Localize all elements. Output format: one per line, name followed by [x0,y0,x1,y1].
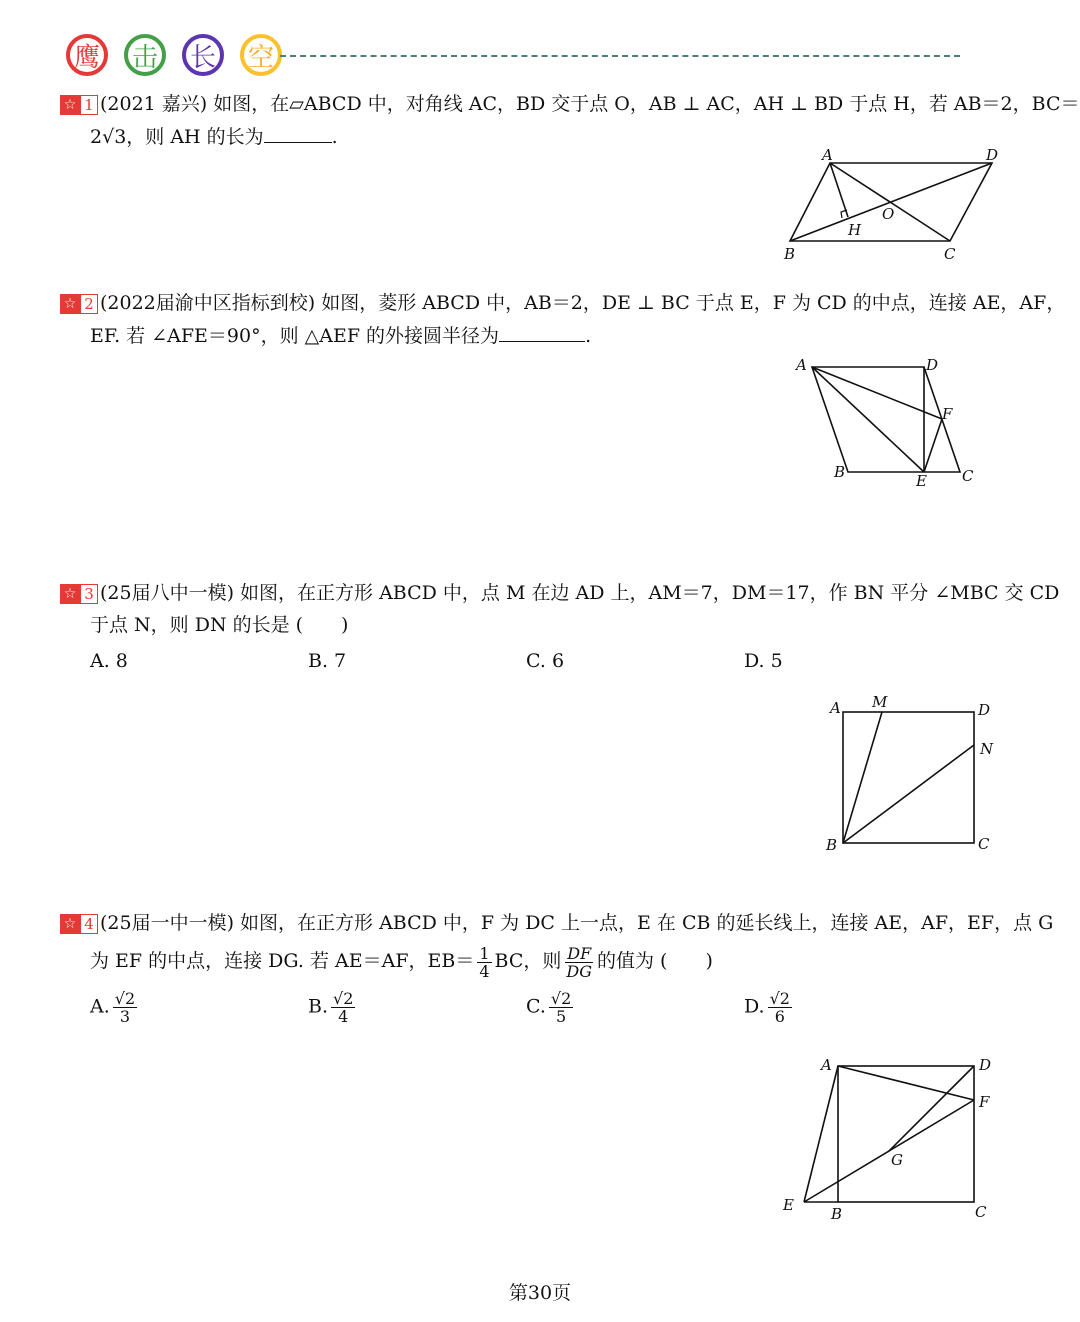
q3-label-n: N [980,740,994,758]
q2-line1 [60,290,1065,316]
q4-option-c-num: √2 [550,989,572,1008]
q1-figure [780,145,1010,265]
q3-line1 [60,580,1059,606]
q1-label-d: D [986,146,999,164]
q1-text1: (2021 嘉兴) 如图，在▱ABCD 中，对角线 AC，BD 交于点 O，AB ⊥ AC，AH ⊥ BD 于点 H，若 AB＝2，BC＝ [100,93,1080,115]
q4-option-c[interactable] [526,990,576,1025]
q2-label-f: F [942,405,953,423]
q3-label-c: C [978,835,990,853]
q4-text2b: BC，则 [494,950,562,972]
q2-figure [790,355,980,495]
q4-option-d-letter: D. [744,995,765,1018]
q3-label-m: M [872,693,888,711]
q1-label-h: H [848,221,862,239]
q4-figure [775,1050,1000,1225]
q4-option-d-num: √2 [769,989,790,1008]
q4-text2a: 为 EF 的中点，连接 DG. 若 AE＝AF，EB＝ [90,950,475,972]
q4-label-b: B [831,1205,843,1223]
q4-fraction-1-4 [477,945,491,980]
q1-label-a: A [822,146,833,164]
page-number: 第30页 [508,1282,572,1304]
q2-marker [60,294,98,314]
q4-option-a-den: 3 [119,1007,131,1026]
q3-option-b[interactable]: B. 7 [308,650,347,672]
logo-badge-4: 空 [240,34,282,76]
q4-option-b-fraction [331,990,355,1025]
q2-label-a: A [796,356,807,374]
q4-option-c-fraction [549,990,573,1025]
q4-label-e: E [783,1196,794,1214]
q4-option-b-den: 4 [338,1007,349,1026]
q2-label-e: E [916,472,927,490]
q4-text1: (25届一中一模) 如图，在正方形 ABCD 中，F 为 DC 上一点，E 在 CB 的延长线上，连接 AE，AF，EF，点 G [100,912,1054,934]
q4-option-b-num: √2 [333,989,354,1008]
q4-frac1-numerator: 1 [479,943,490,963]
q3-label-a: A [830,699,841,717]
q4-option-d[interactable] [744,990,795,1025]
q2-text2: EF. 若 ∠AFE＝90°，则 △AEF 的外接圆半径为 [90,325,500,347]
q4-line1 [60,910,1053,936]
q1-label-o: O [882,205,895,223]
q4-label-f: F [979,1093,990,1111]
q2-label-b: B [834,463,846,481]
q4-option-a-fraction [113,990,137,1025]
q1-number: 1 [80,95,98,115]
q4-option-c-den: 5 [556,1007,567,1026]
logo-badge-2: 击 [124,34,166,76]
q3-option-d[interactable]: D. 5 [744,650,783,672]
q2-number: 2 [80,294,98,314]
logo-badge-1: 鹰 [66,34,108,76]
q4-option-d-fraction [768,990,792,1025]
header-divider [280,55,960,57]
header-logo [66,30,298,80]
q1-label-c: C [944,245,956,263]
q2-label-c: C [962,467,974,485]
q2-answer-blank [499,323,585,342]
star-icon: ☆ [60,294,80,314]
q4-line2 [90,942,713,980]
q4-option-a[interactable] [90,990,140,1025]
q3-option-c[interactable]: C. 6 [526,650,565,672]
q4-option-b[interactable] [308,990,358,1025]
q4-label-g: G [891,1151,903,1169]
q1-line2 [90,124,338,150]
q4-frac2-numerator: DF [567,943,592,963]
q4-text2c: 的值为 ( ) [597,950,713,972]
star-icon: ☆ [60,914,80,934]
q4-option-d-den: 6 [774,1007,785,1026]
q1-marker [60,95,98,115]
q2-text1: (2022届渝中区指标到校) 如图，菱形 ABCD 中，AB＝2，DE ⊥ BC 于点 E，F 为 CD 的中点，连接 AE，AF， [100,292,1066,314]
q4-option-a-letter: A. [90,995,110,1018]
q3-marker [60,584,98,604]
q2-text2-end: . [585,325,592,347]
q4-option-c-letter: C. [526,995,546,1018]
q1-text2-end: . [331,126,338,148]
star-icon: ☆ [60,95,80,115]
q4-fraction-df-dg [564,945,594,980]
q4-label-d: D [979,1056,992,1074]
logo-badge-3: 长 [182,34,224,76]
q1-label-b: B [784,245,796,263]
q4-option-a-num: √2 [114,989,136,1008]
q2-label-d: D [926,356,939,374]
q4-marker [60,914,98,934]
q4-frac1-denominator: 4 [479,961,490,981]
q3-number: 3 [80,584,98,604]
q4-label-a: A [821,1056,832,1074]
q3-label-b: B [826,836,838,854]
q3-figure [820,690,1000,860]
q1-answer-blank [264,124,332,143]
q3-option-a[interactable]: A. 8 [90,650,128,672]
q4-label-c: C [975,1203,987,1221]
q1-text2: 2√3，则 AH 的长为 [90,126,264,148]
q4-number: 4 [80,914,98,934]
q2-line2 [90,323,591,349]
q3-text2: 于点 N，则 DN 的长是 ( ) [90,614,349,636]
q3-text1: (25届八中一模) 如图，在正方形 ABCD 中，点 M 在边 AD 上，AM＝7，DM＝17，作 BN 平分 ∠MBC 交 CD [100,582,1060,604]
q1-line1 [60,91,1080,117]
q4-option-b-letter: B. [308,995,329,1018]
q4-frac2-denominator: DG [566,961,593,981]
q3-line2 [90,612,348,638]
q3-label-d: D [978,701,991,719]
star-icon: ☆ [60,584,80,604]
